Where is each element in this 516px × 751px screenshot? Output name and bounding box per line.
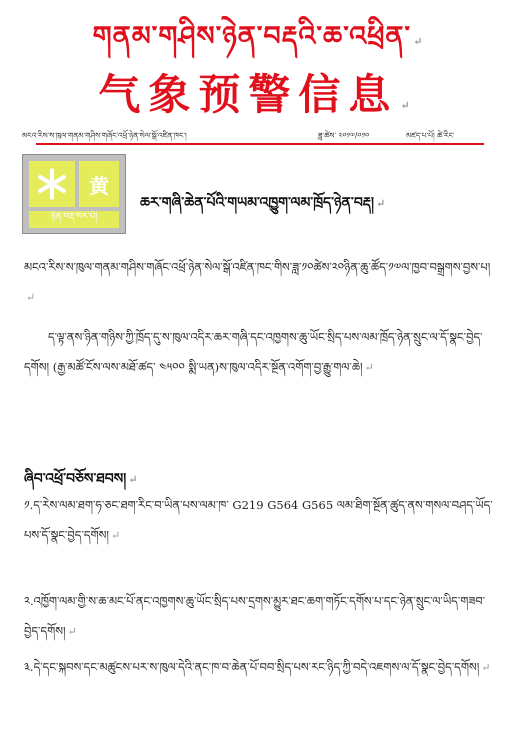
warning-heading [140, 186, 510, 226]
paragraph-mark-icon: ↵ [364, 361, 374, 374]
section-heading-text: ཞིབ་འཕྲོ་བཅོས་ཐབས། [24, 471, 127, 487]
paragraph-intro-text: མངའ་རིས་ས་ཁུལ་གནམ་གཤིས་གཞོང་འཕྲོ་ཉེན་སེལ་སྒོ་འཛིན་ཁང་གིས་ཟླ་༡༠ཚེས་༢༠ཉིན་ཆུ་ཚོད་༡༧ལ་ཁྱབ་བསྒྲགས་བྱས་པ། [24, 260, 491, 274]
title-chinese-text: 气象预警信息 [98, 70, 399, 119]
title-tibetan-text: གནམ་གཤིས་ཉེན་བརྡའི་ཆ་འཕྲིན་ [92, 21, 412, 52]
paragraph-mark-icon: ↵ [67, 625, 77, 638]
paragraph-mark-icon: ↵ [413, 35, 424, 48]
paragraph-mark-icon: ↵ [110, 529, 121, 542]
meta-issuer: མངའ་རིས་ས་ཁུལ་གནམ་གཤིས་གཞོང་འཕྲོ་ཉེན་སེལ་སྒོ་འཛིན་ཁང་། [22, 131, 187, 140]
list-item-text: ༢.འཁྱོག་ལམ་གྱི་ས་ཆ་མང་པོ་ནང་འཁྱགས་ཆུ་ཡོང་སྲིད་པས་དྲགས་མྱུར་ཐང་ཆག་གཏོང་དགོས་པ་དང་ཉེན་སྲུང་ལ་ཡིད་གཟབ་བྱེད་དགོས། [24, 594, 486, 638]
paragraph-mark-icon: ↵ [400, 99, 418, 112]
list-item-2 [24, 586, 494, 647]
meta-signer: མཛད་པ་པོ། ཚེ་རིང་ [406, 131, 455, 140]
paragraph-intro [24, 252, 494, 313]
badge-label: ཉེན་བརྡ་སེར་པོ། [29, 211, 119, 228]
paragraph-detail-text: ད་ལྟ་ནས་ཉིན་གཉིས་ཀྱི་ཁྲོད་དུ་ས་ཁུལ་འདིར་ཆར་གཞི་དང་འཁྱགས་ཆུ་ཡོང་སྲིད་པས་ལམ་ཁྲོད་ཉེན་སྲུང་ལ་དོ་སྣང་བྱེད་དགོས། (རྒྱ་མཚོ་ངོས་ལས་མཐོ་ཚད་ ༤༥༠༠ སྨི་ཡན)ས་ཁུལ་འདིར་སྔོན་འགོག་བྱ་རྒྱུ་གལ་ཆེ། [24, 330, 483, 374]
list-item-text: ༡.ད་རེས་ལམ་ཐག་ཧ་ཅང་ཐག་རིང་བ་ཡིན་པས་ལམ་ཁ་ G219 G564 G565 ལམ་ཐིག་སྔོན་ཚུད་ནས་གསལ་བཤད་ཡོད་པས་དོ་སྣང་བྱེད་དགོས། [24, 498, 493, 542]
paragraph-mark-icon: ↵ [376, 197, 386, 210]
list-item-text: ༣.དེ་དང་སྐབས་དང་མཚུངས་པར་ས་ཁུལ་དེའི་ནང་ཁ་བ་ཆེན་པོ་བབ་སྲིད་པས་རང་ཉིད་ཀྱི་བདེ་འཇགས་ལ་དོ་སྣང་བྱེད་དགོས། [24, 660, 480, 674]
badge-icon-panel [29, 161, 75, 207]
paragraph-detail [24, 322, 494, 383]
header-divider [36, 143, 484, 145]
paragraph-mark-icon: ↵ [128, 473, 138, 486]
warning-heading-text: ཆར་གཞི་ཆེན་པོའི་གཡམ་འཁྱུག་ལམ་ཁྲོད་ཉེན་བརྡ། [140, 195, 375, 211]
paragraph-mark-icon: ↵ [481, 661, 491, 674]
list-item-1 [24, 490, 494, 551]
paragraph-mark-icon: ↵ [26, 291, 36, 304]
badge-level: 黄 [79, 161, 119, 207]
snowflake-icon [35, 167, 69, 201]
list-item-3 [24, 652, 494, 683]
page-title-chinese [0, 62, 516, 122]
meta-row [22, 128, 502, 142]
warning-badge [22, 154, 126, 234]
meta-date: ཟླ་ཚེས་ ༢༠༡༧/༠༡༠ [318, 131, 370, 140]
